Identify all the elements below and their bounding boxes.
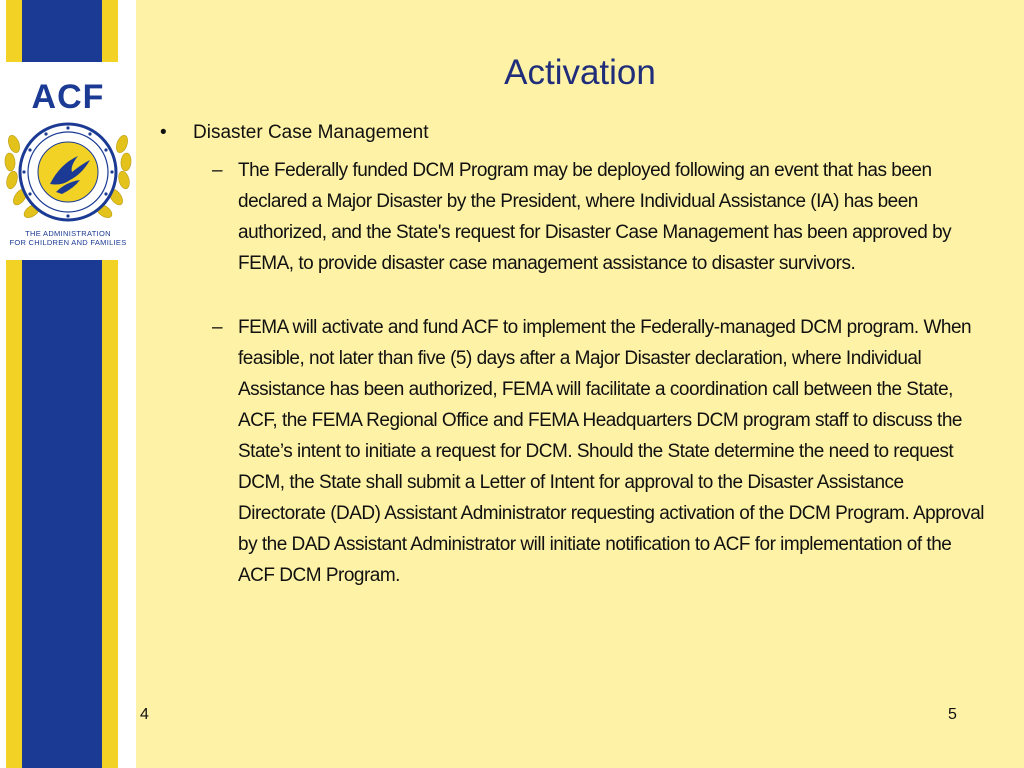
sub-bullet-item xyxy=(160,155,990,279)
logo-tagline-line1: THE ADMINISTRATION xyxy=(25,229,111,238)
logo-acronym: ACF xyxy=(31,78,105,116)
hhs-seal-icon xyxy=(0,114,136,232)
slide-number-right: 5 xyxy=(948,706,957,723)
slide-body xyxy=(160,118,990,591)
sub-bullet-marker: – xyxy=(212,317,223,338)
acf-logo xyxy=(0,62,136,260)
left-banner xyxy=(0,0,136,768)
bullet-marker: • xyxy=(160,122,167,143)
sub-bullet-text: The Federally funded DCM Program may be deployed following an event that has been declared a Major Disaster by the President, where Individual Assistance (IA) has been authorized, and the State's request for Disaster Case Management has been approved by FEMA, to provide disaster case management assistance to disaster survivors. xyxy=(238,160,952,274)
slide-number-left: 4 xyxy=(140,706,149,723)
sub-bullet-item xyxy=(160,312,990,591)
logo-tagline-line2: FOR CHILDREN AND FAMILIES xyxy=(9,238,127,247)
bullet-text: Disaster Case Management xyxy=(193,122,429,143)
slide-title: Activation xyxy=(504,53,656,92)
sub-bullet-marker: – xyxy=(212,160,223,181)
sub-bullet-text: FEMA will activate and fund ACF to implement the Federally-managed DCM program. When feasible, not later than five (5) days after a Major Disaster declaration, where Individual Assistance has been authorized, FEMA will facilitate a coordination call between the State, ACF, the FEMA Regional Office and FEMA Headquarters DCM program staff to discuss the State’s intent to initiate a request for DCM. Should the State determine the need to request DCM, the State shall submit a Letter of Intent for approval to the Disaster Assistance Directorate (DAD) Assistant Administrator requesting activation of the DCM Program. Approval by the DAD Assistant Administrator will initiate notification to ACF for implementation of the ACF DCM Program. xyxy=(238,317,984,586)
logo-tagline xyxy=(0,229,136,247)
bullet-item xyxy=(160,118,990,147)
